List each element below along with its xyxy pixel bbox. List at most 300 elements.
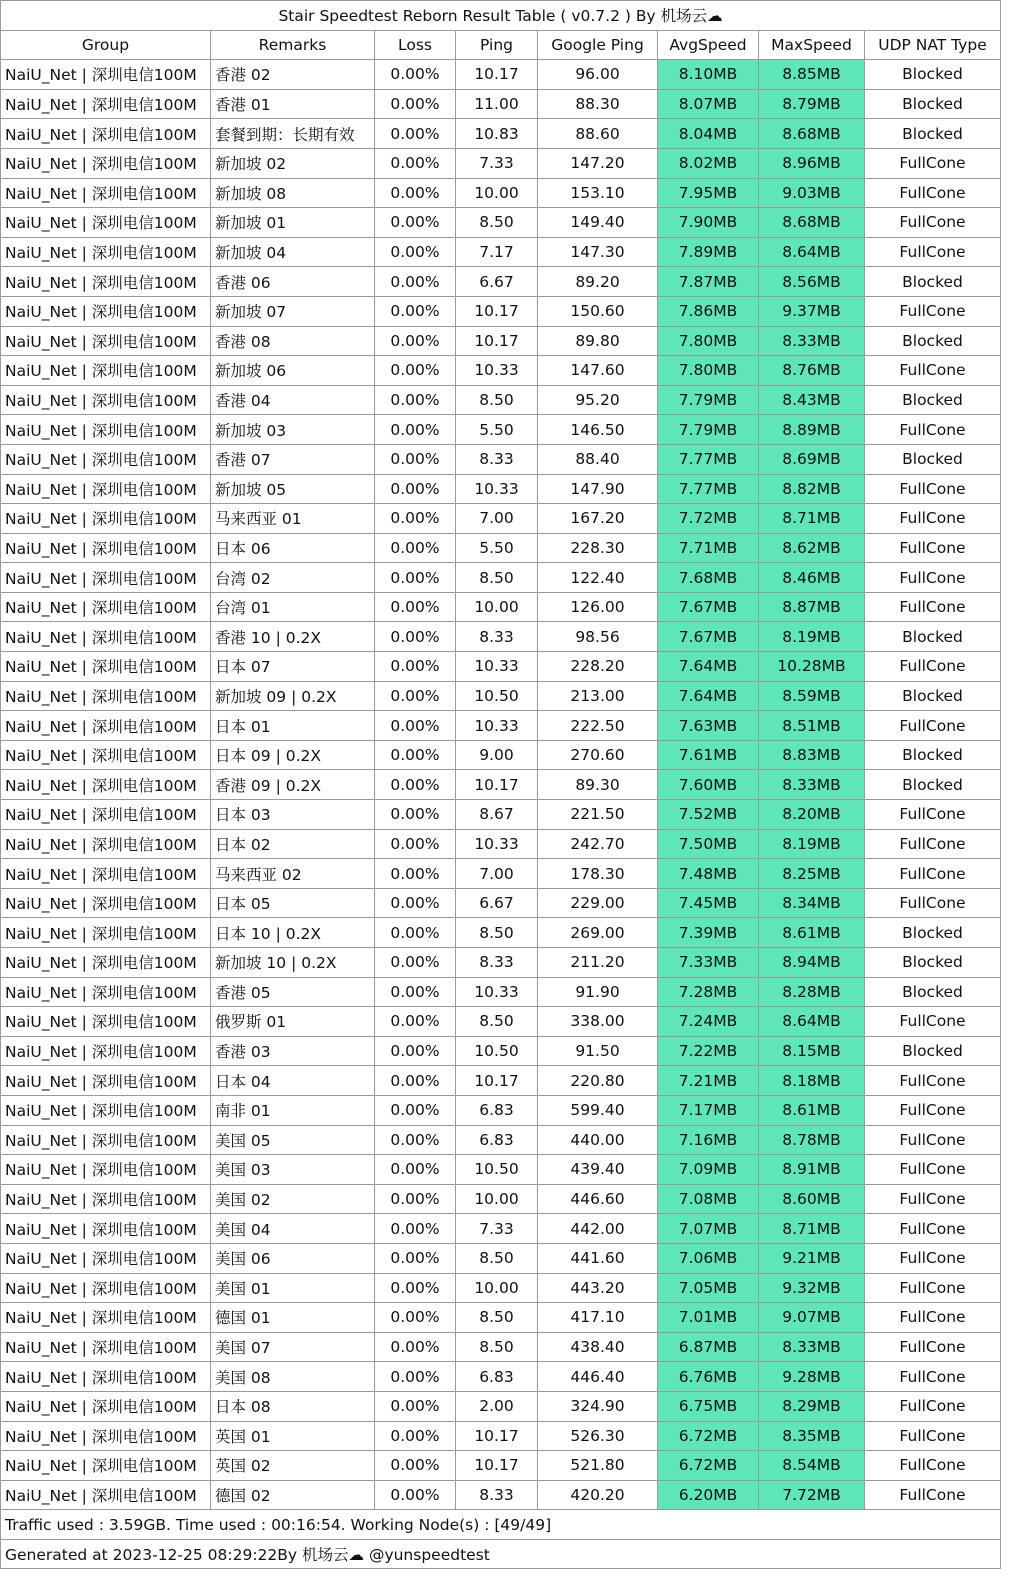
cell-ping: 8.50	[456, 1303, 538, 1333]
cell-remarks: 美国 02	[211, 1184, 375, 1214]
cell-group: NaiU_Net | 深圳电信100M	[1, 592, 211, 622]
cell-avg-speed: 7.06MB	[658, 1243, 759, 1273]
cell-udp-nat-type: Blocked	[865, 119, 1001, 149]
cell-udp-nat-type: FullCone	[865, 148, 1001, 178]
cell-ping: 8.33	[456, 1480, 538, 1510]
cell-loss: 0.00%	[375, 267, 456, 297]
table-row	[1, 504, 1001, 534]
cell-avg-speed: 7.77MB	[658, 444, 759, 474]
table-row	[1, 1214, 1001, 1244]
table-row	[1, 829, 1001, 859]
cell-remarks: 日本 08	[211, 1391, 375, 1421]
table-row	[1, 148, 1001, 178]
cell-remarks: 香港 05	[211, 977, 375, 1007]
cell-udp-nat-type: Blocked	[865, 681, 1001, 711]
cell-google-ping: 242.70	[538, 829, 658, 859]
cell-group: NaiU_Net | 深圳电信100M	[1, 326, 211, 356]
cell-google-ping: 211.20	[538, 948, 658, 978]
cell-ping: 10.17	[456, 1421, 538, 1451]
cell-avg-speed: 7.86MB	[658, 296, 759, 326]
cell-avg-speed: 7.67MB	[658, 592, 759, 622]
cell-remarks: 新加坡 09 | 0.2X	[211, 681, 375, 711]
cell-udp-nat-type: FullCone	[865, 652, 1001, 682]
cell-google-ping: 88.60	[538, 119, 658, 149]
cell-avg-speed: 7.68MB	[658, 563, 759, 593]
cell-max-speed: 8.87MB	[759, 592, 865, 622]
cell-avg-speed: 7.80MB	[658, 326, 759, 356]
cell-avg-speed: 7.16MB	[658, 1125, 759, 1155]
cell-udp-nat-type: Blocked	[865, 622, 1001, 652]
cell-ping: 10.50	[456, 1155, 538, 1185]
table-row	[1, 1066, 1001, 1096]
cell-group: NaiU_Net | 深圳电信100M	[1, 267, 211, 297]
cell-google-ping: 438.40	[538, 1332, 658, 1362]
cell-udp-nat-type: FullCone	[865, 859, 1001, 889]
cell-loss: 0.00%	[375, 533, 456, 563]
cell-max-speed: 8.60MB	[759, 1184, 865, 1214]
cell-avg-speed: 6.75MB	[658, 1391, 759, 1421]
cell-max-speed: 8.51MB	[759, 711, 865, 741]
cell-ping: 10.17	[456, 60, 538, 90]
cell-group: NaiU_Net | 深圳电信100M	[1, 1155, 211, 1185]
cell-google-ping: 521.80	[538, 1451, 658, 1481]
cell-udp-nat-type: FullCone	[865, 1451, 1001, 1481]
cell-google-ping: 229.00	[538, 888, 658, 918]
cell-remarks: 日本 04	[211, 1066, 375, 1096]
cell-remarks: 新加坡 04	[211, 237, 375, 267]
cell-max-speed: 8.19MB	[759, 622, 865, 652]
cell-remarks: 新加坡 07	[211, 296, 375, 326]
cell-loss: 0.00%	[375, 1095, 456, 1125]
cell-max-speed: 8.85MB	[759, 60, 865, 90]
cell-google-ping: 89.20	[538, 267, 658, 297]
cell-loss: 0.00%	[375, 1243, 456, 1273]
cell-group: NaiU_Net | 深圳电信100M	[1, 1362, 211, 1392]
cell-ping: 10.83	[456, 119, 538, 149]
cell-remarks: 新加坡 08	[211, 178, 375, 208]
cell-max-speed: 8.54MB	[759, 1451, 865, 1481]
cell-group: NaiU_Net | 深圳电信100M	[1, 1066, 211, 1096]
cell-udp-nat-type: FullCone	[865, 237, 1001, 267]
cell-loss: 0.00%	[375, 148, 456, 178]
cell-max-speed: 8.61MB	[759, 1095, 865, 1125]
cell-group: NaiU_Net | 深圳电信100M	[1, 89, 211, 119]
cell-google-ping: 147.60	[538, 356, 658, 386]
cell-max-speed: 8.33MB	[759, 770, 865, 800]
cell-remarks: 新加坡 02	[211, 148, 375, 178]
cell-group: NaiU_Net | 深圳电信100M	[1, 622, 211, 652]
cell-loss: 0.00%	[375, 800, 456, 830]
cell-max-speed: 8.56MB	[759, 267, 865, 297]
cell-udp-nat-type: Blocked	[865, 444, 1001, 474]
cell-group: NaiU_Net | 深圳电信100M	[1, 356, 211, 386]
cell-remarks: 香港 03	[211, 1036, 375, 1066]
header-loss: Loss	[375, 30, 456, 60]
cell-remarks: 日本 02	[211, 829, 375, 859]
cell-group: NaiU_Net | 深圳电信100M	[1, 711, 211, 741]
cell-remarks: 美国 01	[211, 1273, 375, 1303]
cell-loss: 0.00%	[375, 237, 456, 267]
table-row	[1, 740, 1001, 770]
table-row	[1, 1155, 1001, 1185]
cell-max-speed: 8.35MB	[759, 1421, 865, 1451]
footer-generated-row	[1, 1539, 1001, 1569]
cell-google-ping: 147.20	[538, 148, 658, 178]
cell-udp-nat-type: Blocked	[865, 89, 1001, 119]
cell-max-speed: 8.15MB	[759, 1036, 865, 1066]
cell-ping: 8.50	[456, 208, 538, 238]
cell-ping: 5.50	[456, 533, 538, 563]
cell-udp-nat-type: Blocked	[865, 948, 1001, 978]
cell-google-ping: 338.00	[538, 1007, 658, 1037]
cell-group: NaiU_Net | 深圳电信100M	[1, 60, 211, 90]
cell-google-ping: 88.40	[538, 444, 658, 474]
header-google-ping: Google Ping	[538, 30, 658, 60]
cell-loss: 0.00%	[375, 474, 456, 504]
cell-avg-speed: 7.79MB	[658, 385, 759, 415]
cell-udp-nat-type: FullCone	[865, 888, 1001, 918]
cell-loss: 0.00%	[375, 563, 456, 593]
cell-avg-speed: 7.60MB	[658, 770, 759, 800]
cell-remarks: 俄罗斯 01	[211, 1007, 375, 1037]
cell-udp-nat-type: FullCone	[865, 1184, 1001, 1214]
cell-google-ping: 213.00	[538, 681, 658, 711]
table-row	[1, 296, 1001, 326]
table-row	[1, 60, 1001, 90]
table-row	[1, 533, 1001, 563]
cell-group: NaiU_Net | 深圳电信100M	[1, 1391, 211, 1421]
cell-remarks: 日本 07	[211, 652, 375, 682]
cell-loss: 0.00%	[375, 1362, 456, 1392]
cell-group: NaiU_Net | 深圳电信100M	[1, 740, 211, 770]
cell-loss: 0.00%	[375, 918, 456, 948]
cell-remarks: 香港 07	[211, 444, 375, 474]
cell-ping: 8.33	[456, 622, 538, 652]
cell-ping: 8.33	[456, 444, 538, 474]
title-row	[1, 1, 1001, 31]
cell-remarks: 套餐到期：长期有效	[211, 119, 375, 149]
cell-ping: 10.17	[456, 326, 538, 356]
cell-group: NaiU_Net | 深圳电信100M	[1, 1095, 211, 1125]
cell-avg-speed: 7.80MB	[658, 356, 759, 386]
cell-udp-nat-type: FullCone	[865, 208, 1001, 238]
table-row	[1, 1480, 1001, 1510]
cell-loss: 0.00%	[375, 592, 456, 622]
header-max-speed: MaxSpeed	[759, 30, 865, 60]
cell-google-ping: 443.20	[538, 1273, 658, 1303]
cell-udp-nat-type: FullCone	[865, 1125, 1001, 1155]
table-row	[1, 563, 1001, 593]
cell-loss: 0.00%	[375, 948, 456, 978]
header-group: Group	[1, 30, 211, 60]
cell-avg-speed: 7.33MB	[658, 948, 759, 978]
cell-max-speed: 8.78MB	[759, 1125, 865, 1155]
cell-loss: 0.00%	[375, 681, 456, 711]
cell-remarks: 香港 09 | 0.2X	[211, 770, 375, 800]
cell-loss: 0.00%	[375, 326, 456, 356]
cell-remarks: 英国 02	[211, 1451, 375, 1481]
cell-udp-nat-type: FullCone	[865, 1480, 1001, 1510]
cell-udp-nat-type: Blocked	[865, 770, 1001, 800]
cell-ping: 10.33	[456, 652, 538, 682]
cell-max-speed: 8.20MB	[759, 800, 865, 830]
cell-udp-nat-type: FullCone	[865, 533, 1001, 563]
cell-remarks: 英国 01	[211, 1421, 375, 1451]
cell-max-speed: 8.33MB	[759, 326, 865, 356]
cell-google-ping: 178.30	[538, 859, 658, 889]
cell-group: NaiU_Net | 深圳电信100M	[1, 1332, 211, 1362]
cell-avg-speed: 7.52MB	[658, 800, 759, 830]
cell-remarks: 新加坡 03	[211, 415, 375, 445]
cell-group: NaiU_Net | 深圳电信100M	[1, 1303, 211, 1333]
cell-group: NaiU_Net | 深圳电信100M	[1, 948, 211, 978]
cell-group: NaiU_Net | 深圳电信100M	[1, 119, 211, 149]
cell-avg-speed: 7.90MB	[658, 208, 759, 238]
cell-max-speed: 8.68MB	[759, 208, 865, 238]
cell-max-speed: 8.96MB	[759, 148, 865, 178]
table-row	[1, 888, 1001, 918]
cell-ping: 8.50	[456, 918, 538, 948]
cell-group: NaiU_Net | 深圳电信100M	[1, 1421, 211, 1451]
cell-google-ping: 446.60	[538, 1184, 658, 1214]
cell-avg-speed: 7.21MB	[658, 1066, 759, 1096]
header-avg-speed: AvgSpeed	[658, 30, 759, 60]
cell-loss: 0.00%	[375, 356, 456, 386]
cell-udp-nat-type: Blocked	[865, 1036, 1001, 1066]
cell-avg-speed: 7.87MB	[658, 267, 759, 297]
cell-group: NaiU_Net | 深圳电信100M	[1, 1125, 211, 1155]
table-row	[1, 977, 1001, 1007]
cell-ping: 7.33	[456, 1214, 538, 1244]
cell-remarks: 美国 07	[211, 1332, 375, 1362]
table-row	[1, 326, 1001, 356]
cell-avg-speed: 8.07MB	[658, 89, 759, 119]
cell-max-speed: 8.46MB	[759, 563, 865, 593]
cell-ping: 10.17	[456, 770, 538, 800]
cell-google-ping: 150.60	[538, 296, 658, 326]
cell-google-ping: 167.20	[538, 504, 658, 534]
table-row	[1, 178, 1001, 208]
cell-loss: 0.00%	[375, 1391, 456, 1421]
cell-google-ping: 324.90	[538, 1391, 658, 1421]
cell-remarks: 美国 04	[211, 1214, 375, 1244]
cell-max-speed: 8.18MB	[759, 1066, 865, 1096]
cell-group: NaiU_Net | 深圳电信100M	[1, 474, 211, 504]
cell-ping: 8.67	[456, 800, 538, 830]
cell-loss: 0.00%	[375, 652, 456, 682]
cell-udp-nat-type: FullCone	[865, 474, 1001, 504]
cell-avg-speed: 7.09MB	[658, 1155, 759, 1185]
cell-remarks: 香港 04	[211, 385, 375, 415]
table-row	[1, 1332, 1001, 1362]
cell-udp-nat-type: FullCone	[865, 356, 1001, 386]
table-row	[1, 385, 1001, 415]
cell-remarks: 德国 01	[211, 1303, 375, 1333]
cell-google-ping: 417.10	[538, 1303, 658, 1333]
cell-loss: 0.00%	[375, 1007, 456, 1037]
cell-group: NaiU_Net | 深圳电信100M	[1, 681, 211, 711]
cell-avg-speed: 7.77MB	[658, 474, 759, 504]
cell-max-speed: 8.83MB	[759, 740, 865, 770]
cell-avg-speed: 7.61MB	[658, 740, 759, 770]
cell-ping: 10.33	[456, 977, 538, 1007]
cell-avg-speed: 8.10MB	[658, 60, 759, 90]
cell-google-ping: 420.20	[538, 1480, 658, 1510]
cell-google-ping: 147.90	[538, 474, 658, 504]
cell-loss: 0.00%	[375, 1036, 456, 1066]
table-row	[1, 770, 1001, 800]
cell-remarks: 日本 01	[211, 711, 375, 741]
header-ping: Ping	[456, 30, 538, 60]
table-row	[1, 592, 1001, 622]
cell-group: NaiU_Net | 深圳电信100M	[1, 1243, 211, 1273]
cell-avg-speed: 7.24MB	[658, 1007, 759, 1037]
table-row	[1, 948, 1001, 978]
cell-loss: 0.00%	[375, 504, 456, 534]
cell-udp-nat-type: FullCone	[865, 563, 1001, 593]
cell-google-ping: 221.50	[538, 800, 658, 830]
cell-remarks: 马来西亚 01	[211, 504, 375, 534]
cell-ping: 7.17	[456, 237, 538, 267]
cell-max-speed: 8.28MB	[759, 977, 865, 1007]
table-row	[1, 918, 1001, 948]
table-row	[1, 800, 1001, 830]
cell-max-speed: 7.72MB	[759, 1480, 865, 1510]
table-row	[1, 1362, 1001, 1392]
cell-udp-nat-type: FullCone	[865, 504, 1001, 534]
cell-ping: 6.67	[456, 888, 538, 918]
cell-remarks: 香港 06	[211, 267, 375, 297]
table-row	[1, 208, 1001, 238]
cell-avg-speed: 7.28MB	[658, 977, 759, 1007]
footer-traffic-row	[1, 1510, 1001, 1540]
cell-google-ping: 126.00	[538, 592, 658, 622]
cell-loss: 0.00%	[375, 1214, 456, 1244]
cell-ping: 8.50	[456, 563, 538, 593]
cell-max-speed: 8.62MB	[759, 533, 865, 563]
cell-google-ping: 95.20	[538, 385, 658, 415]
cell-loss: 0.00%	[375, 1273, 456, 1303]
cell-google-ping: 222.50	[538, 711, 658, 741]
cell-max-speed: 9.37MB	[759, 296, 865, 326]
cell-avg-speed: 7.63MB	[658, 711, 759, 741]
cell-google-ping: 270.60	[538, 740, 658, 770]
cell-google-ping: 441.60	[538, 1243, 658, 1273]
cell-google-ping: 88.30	[538, 89, 658, 119]
cell-udp-nat-type: Blocked	[865, 326, 1001, 356]
cell-group: NaiU_Net | 深圳电信100M	[1, 296, 211, 326]
cell-loss: 0.00%	[375, 385, 456, 415]
cell-google-ping: 440.00	[538, 1125, 658, 1155]
cell-loss: 0.00%	[375, 1184, 456, 1214]
cell-group: NaiU_Net | 深圳电信100M	[1, 1214, 211, 1244]
cell-max-speed: 9.21MB	[759, 1243, 865, 1273]
generated-info: Generated at 2023-12-25 08:29:22By 机场云☁ @yunspeedtest	[1, 1539, 1001, 1569]
cell-google-ping: 220.80	[538, 1066, 658, 1096]
cell-loss: 0.00%	[375, 740, 456, 770]
cell-ping: 10.33	[456, 829, 538, 859]
cell-avg-speed: 6.20MB	[658, 1480, 759, 1510]
cell-ping: 7.33	[456, 148, 538, 178]
table-title: Stair Speedtest Reborn Result Table ( v0.7.2 ) By 机场云☁	[1, 1, 1001, 31]
cell-group: NaiU_Net | 深圳电信100M	[1, 1184, 211, 1214]
cell-group: NaiU_Net | 深圳电信100M	[1, 237, 211, 267]
cell-ping: 6.67	[456, 267, 538, 297]
header-row	[1, 30, 1001, 60]
cell-group: NaiU_Net | 深圳电信100M	[1, 533, 211, 563]
cell-group: NaiU_Net | 深圳电信100M	[1, 888, 211, 918]
cell-avg-speed: 7.79MB	[658, 415, 759, 445]
cell-group: NaiU_Net | 深圳电信100M	[1, 415, 211, 445]
cell-max-speed: 10.28MB	[759, 652, 865, 682]
cell-max-speed: 8.25MB	[759, 859, 865, 889]
table-row	[1, 356, 1001, 386]
cell-remarks: 马来西亚 02	[211, 859, 375, 889]
cell-group: NaiU_Net | 深圳电信100M	[1, 504, 211, 534]
cell-max-speed: 8.89MB	[759, 415, 865, 445]
cell-max-speed: 8.29MB	[759, 1391, 865, 1421]
cell-ping: 10.17	[456, 296, 538, 326]
cell-udp-nat-type: FullCone	[865, 1243, 1001, 1273]
cell-remarks: 香港 08	[211, 326, 375, 356]
cell-avg-speed: 7.05MB	[658, 1273, 759, 1303]
cell-ping: 6.83	[456, 1125, 538, 1155]
cell-remarks: 台湾 01	[211, 592, 375, 622]
cell-udp-nat-type: Blocked	[865, 385, 1001, 415]
table-row	[1, 1421, 1001, 1451]
cell-loss: 0.00%	[375, 1451, 456, 1481]
cell-avg-speed: 7.50MB	[658, 829, 759, 859]
cell-avg-speed: 7.17MB	[658, 1095, 759, 1125]
cell-loss: 0.00%	[375, 622, 456, 652]
cell-remarks: 美国 03	[211, 1155, 375, 1185]
cell-avg-speed: 8.02MB	[658, 148, 759, 178]
cell-max-speed: 8.71MB	[759, 504, 865, 534]
cell-remarks: 日本 10 | 0.2X	[211, 918, 375, 948]
cell-loss: 0.00%	[375, 208, 456, 238]
cell-udp-nat-type: Blocked	[865, 60, 1001, 90]
cell-remarks: 香港 10 | 0.2X	[211, 622, 375, 652]
table-row	[1, 681, 1001, 711]
cell-ping: 10.00	[456, 178, 538, 208]
cell-ping: 8.50	[456, 1243, 538, 1273]
cell-avg-speed: 7.64MB	[658, 681, 759, 711]
cell-avg-speed: 7.95MB	[658, 178, 759, 208]
cell-ping: 10.50	[456, 1036, 538, 1066]
cell-udp-nat-type: FullCone	[865, 1155, 1001, 1185]
cell-udp-nat-type: FullCone	[865, 1273, 1001, 1303]
table-row	[1, 1273, 1001, 1303]
cell-udp-nat-type: FullCone	[865, 711, 1001, 741]
cell-ping: 8.50	[456, 385, 538, 415]
table-row	[1, 237, 1001, 267]
cell-max-speed: 8.64MB	[759, 237, 865, 267]
cell-group: NaiU_Net | 深圳电信100M	[1, 385, 211, 415]
cell-udp-nat-type: FullCone	[865, 592, 1001, 622]
table-row	[1, 622, 1001, 652]
cell-ping: 5.50	[456, 415, 538, 445]
cell-loss: 0.00%	[375, 60, 456, 90]
cell-group: NaiU_Net | 深圳电信100M	[1, 652, 211, 682]
cell-ping: 6.83	[456, 1362, 538, 1392]
cell-loss: 0.00%	[375, 178, 456, 208]
cell-max-speed: 8.34MB	[759, 888, 865, 918]
cell-remarks: 德国 02	[211, 1480, 375, 1510]
cell-udp-nat-type: FullCone	[865, 800, 1001, 830]
table-row	[1, 1125, 1001, 1155]
cell-google-ping: 89.30	[538, 770, 658, 800]
cell-google-ping: 91.50	[538, 1036, 658, 1066]
